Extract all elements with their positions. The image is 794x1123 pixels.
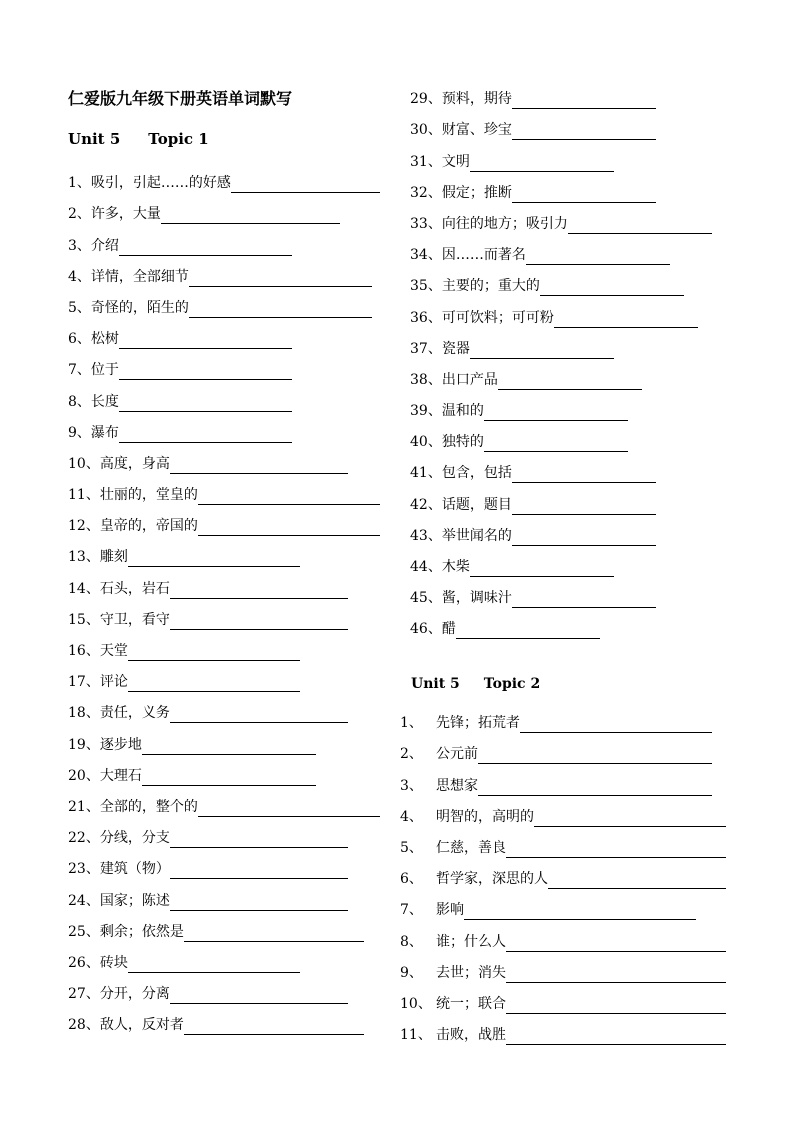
answer-blank[interactable]	[470, 155, 614, 172]
topic1-topic: Topic 1	[148, 130, 209, 148]
vocab-item	[400, 764, 726, 795]
answer-blank[interactable]	[512, 92, 656, 109]
answer-blank[interactable]	[506, 841, 726, 858]
item-number: 12、	[68, 518, 100, 535]
vocab-item	[68, 224, 380, 255]
item-number: 26、	[68, 954, 100, 971]
answer-blank[interactable]	[554, 311, 698, 328]
answer-blank[interactable]	[512, 186, 656, 203]
item-term: 影响	[436, 902, 464, 919]
item-term: 长度	[90, 393, 119, 410]
vocab-item	[410, 78, 712, 109]
vocab-item	[68, 380, 380, 411]
item-term: 可可饮料；可可粉	[441, 309, 554, 326]
answer-blank[interactable]	[198, 488, 380, 505]
item-number: 3、	[400, 777, 423, 794]
answer-blank[interactable]	[128, 644, 300, 661]
vocab-item	[410, 172, 712, 203]
vocab-item	[400, 702, 726, 733]
item-term: 公元前	[436, 746, 478, 763]
item-term: 仁慈，善良	[436, 839, 506, 856]
vocab-item	[410, 608, 712, 639]
vocab-item	[410, 390, 712, 421]
answer-blank[interactable]	[512, 466, 656, 483]
item-number: 4、	[68, 268, 91, 285]
vocab-item	[68, 692, 380, 723]
item-term: 击败，战胜	[436, 1027, 506, 1044]
vocab-item	[410, 296, 712, 327]
item-number: 11、	[400, 1027, 432, 1044]
item-term: 分开，分离	[99, 986, 170, 1003]
vocab-item	[68, 505, 380, 536]
item-term: 出口产品	[441, 371, 498, 388]
item-term: 温和的	[441, 403, 484, 420]
item-number: 11、	[68, 487, 100, 504]
answer-blank[interactable]	[512, 591, 656, 608]
item-term: 醋	[441, 621, 456, 638]
vocab-item	[400, 889, 726, 920]
answer-blank[interactable]	[520, 716, 712, 733]
item-number: 19、	[68, 736, 100, 753]
item-term: 预料，期待	[441, 91, 512, 108]
item-number: 5、	[68, 299, 91, 316]
item-number: 5、	[400, 839, 423, 856]
answer-blank[interactable]	[119, 332, 292, 349]
vocab-item	[410, 515, 712, 546]
answer-blank[interactable]	[184, 1018, 364, 1035]
item-number: 41、	[410, 465, 442, 482]
item-term: 因……而著名	[441, 247, 526, 264]
vocab-item	[410, 265, 712, 296]
item-term: 守卫，看守	[99, 611, 170, 628]
answer-blank[interactable]	[568, 217, 712, 234]
vocab-item	[68, 599, 380, 630]
answer-blank[interactable]	[456, 622, 600, 639]
answer-blank[interactable]	[198, 519, 380, 536]
vocab-item	[400, 733, 726, 764]
item-number: 45、	[410, 590, 442, 607]
answer-blank[interactable]	[128, 956, 300, 973]
item-term: 壮丽的，堂皇的	[99, 487, 198, 504]
item-number: 1、	[400, 715, 423, 732]
item-number: 6、	[68, 331, 91, 348]
vocab-item	[410, 421, 712, 452]
answer-blank[interactable]	[119, 426, 292, 443]
topic2-topic: Topic 2	[483, 676, 541, 692]
answer-blank[interactable]	[170, 706, 348, 723]
item-term: 奇怪的，陌生的	[90, 299, 189, 316]
item-term: 先锋；拓荒者	[436, 715, 520, 732]
topic1-list-left	[68, 162, 380, 1035]
answer-blank[interactable]	[478, 779, 712, 796]
item-term: 评论	[99, 674, 128, 691]
vocab-item	[410, 359, 712, 390]
item-term: 主要的；重大的	[441, 278, 540, 295]
item-number: 16、	[68, 643, 100, 659]
vocab-item	[400, 827, 726, 858]
answer-blank[interactable]	[506, 1028, 726, 1045]
vocab-item	[68, 536, 380, 567]
item-term: 明智的，高明的	[436, 808, 534, 825]
page-title: 仁爱版九年级下册英语单词默写	[68, 89, 293, 108]
vocab-item	[68, 911, 380, 942]
vocab-item	[410, 328, 712, 359]
answer-blank[interactable]	[484, 404, 628, 421]
vocab-item	[68, 661, 380, 692]
vocab-item	[68, 256, 380, 287]
answer-blank[interactable]	[534, 810, 726, 827]
answer-blank[interactable]	[170, 894, 348, 911]
item-term: 向往的地方；吸引力	[441, 215, 568, 232]
vocab-item	[68, 942, 380, 973]
answer-blank[interactable]	[231, 176, 380, 193]
vocab-item	[410, 546, 712, 577]
answer-blank[interactable]	[128, 675, 300, 692]
topic1-heading	[68, 130, 209, 148]
answer-blank[interactable]	[119, 363, 292, 380]
item-number: 32、	[410, 184, 442, 201]
vocab-item	[68, 817, 380, 848]
item-term: 大理石	[99, 767, 142, 784]
item-term: 敌人，反对者	[99, 1017, 184, 1034]
answer-blank[interactable]	[506, 997, 726, 1014]
answer-blank[interactable]	[189, 301, 372, 318]
answer-blank[interactable]	[119, 239, 292, 256]
item-term: 石头，岩石	[99, 580, 170, 597]
item-term: 思想家	[436, 777, 478, 794]
vocab-item	[68, 193, 380, 224]
item-term: 木柴	[441, 559, 470, 575]
item-term: 包含，包括	[441, 465, 512, 482]
answer-blank[interactable]	[512, 529, 656, 546]
answer-blank[interactable]	[189, 270, 372, 287]
item-term: 吸引，引起……的好感	[90, 175, 231, 192]
vocab-item	[410, 203, 712, 234]
vocab-item	[400, 952, 726, 983]
vocab-item	[400, 858, 726, 889]
item-term: 全部的，整个的	[99, 798, 198, 815]
vocab-item	[68, 848, 380, 879]
answer-blank[interactable]	[484, 435, 628, 452]
vocab-item	[68, 412, 380, 443]
topic2-heading	[411, 676, 540, 692]
vocab-item	[68, 786, 380, 817]
answer-blank[interactable]	[506, 935, 726, 952]
item-term: 建筑（物）	[99, 861, 170, 878]
item-term: 分线，分支	[99, 830, 170, 847]
item-term: 文明	[441, 153, 470, 170]
item-number: 4、	[400, 808, 423, 825]
answer-blank[interactable]	[548, 872, 726, 889]
item-term: 皇帝的，帝国的	[99, 518, 198, 535]
item-number: 31、	[410, 153, 442, 170]
vocab-item	[68, 973, 380, 1004]
item-number: 9、	[400, 964, 423, 981]
answer-blank[interactable]	[498, 373, 642, 390]
answer-blank[interactable]	[142, 738, 316, 755]
item-term: 假定；推断	[441, 184, 512, 201]
item-number: 23、	[68, 861, 100, 878]
item-term: 财富、珍宝	[441, 122, 512, 139]
vocab-item	[68, 162, 380, 193]
answer-blank[interactable]	[119, 395, 292, 412]
item-number: 2、	[68, 206, 91, 223]
item-number: 42、	[410, 496, 442, 513]
item-number: 30、	[410, 122, 442, 139]
item-term: 统一；联合	[436, 995, 506, 1012]
item-number: 9、	[68, 424, 91, 441]
answer-blank[interactable]	[170, 582, 348, 599]
item-number: 15、	[68, 611, 100, 628]
item-term: 责任，义务	[99, 705, 170, 722]
vocab-item	[410, 452, 712, 483]
item-number: 8、	[68, 393, 91, 410]
answer-blank[interactable]	[170, 457, 348, 474]
answer-blank[interactable]	[161, 207, 340, 224]
item-number: 37、	[410, 340, 442, 357]
topic1-list-right	[410, 78, 712, 639]
vocab-item	[68, 349, 380, 380]
item-number: 29、	[410, 91, 442, 108]
vocab-item	[68, 318, 380, 349]
item-number: 28、	[68, 1017, 100, 1034]
item-number: 22、	[68, 830, 100, 847]
item-number: 10、	[400, 995, 432, 1012]
item-term: 瓷器	[441, 340, 470, 357]
vocab-item	[68, 567, 380, 598]
item-number: 13、	[68, 549, 100, 566]
item-number: 21、	[68, 798, 100, 815]
vocab-item	[400, 796, 726, 827]
item-number: 7、	[68, 362, 91, 379]
item-number: 46、	[410, 621, 442, 638]
item-term: 话题，题目	[441, 496, 512, 513]
item-number: 43、	[410, 527, 442, 544]
answer-blank[interactable]	[478, 747, 712, 764]
item-number: 38、	[410, 371, 442, 388]
answer-blank[interactable]	[526, 248, 670, 265]
item-number: 2、	[400, 746, 423, 763]
item-number: 18、	[68, 705, 100, 722]
item-term: 介绍	[90, 237, 119, 254]
vocab-item	[400, 983, 726, 1014]
item-term: 位于	[90, 362, 119, 379]
item-term: 松树	[90, 331, 119, 348]
item-term: 砖块	[99, 954, 128, 971]
answer-blank[interactable]	[170, 831, 348, 848]
item-number: 27、	[68, 986, 100, 1003]
answer-blank[interactable]	[512, 123, 656, 140]
vocab-item	[410, 140, 712, 171]
vocab-item	[68, 287, 380, 318]
item-number: 39、	[410, 403, 442, 420]
item-number: 35、	[410, 278, 442, 295]
item-number: 34、	[410, 247, 442, 264]
item-term: 高度，身高	[99, 455, 170, 472]
answer-blank[interactable]	[198, 800, 380, 817]
item-term: 去世；消失	[436, 964, 506, 981]
vocab-item	[68, 630, 380, 661]
answer-blank[interactable]	[170, 987, 348, 1004]
topic2-unit: Unit 5	[411, 676, 460, 692]
vocab-item	[410, 577, 712, 608]
vocab-item	[400, 1014, 726, 1045]
item-term: 酱，调味汁	[441, 590, 512, 607]
item-term: 举世闻名的	[441, 527, 512, 544]
item-term: 哲学家，深思的人	[436, 871, 548, 888]
item-number: 3、	[68, 237, 91, 254]
item-number: 25、	[68, 923, 100, 940]
answer-blank[interactable]	[170, 862, 348, 879]
vocab-item	[400, 920, 726, 951]
item-term: 独特的	[441, 434, 484, 451]
answer-blank[interactable]	[464, 903, 696, 920]
item-term: 瀑布	[90, 424, 119, 441]
vocab-item	[410, 234, 712, 265]
item-number: 6、	[400, 871, 423, 888]
topic2-list	[400, 702, 726, 1045]
vocab-item	[410, 109, 712, 140]
item-number: 33、	[410, 215, 442, 232]
vocab-item	[68, 443, 380, 474]
item-term: 谁；什么人	[436, 933, 506, 950]
answer-blank[interactable]	[540, 279, 684, 296]
item-number: 20、	[68, 767, 100, 784]
item-term: 逐步地	[99, 736, 142, 753]
answer-blank[interactable]	[470, 560, 614, 577]
item-number: 17、	[68, 674, 100, 691]
item-term: 许多，大量	[90, 206, 161, 223]
item-term: 天堂	[99, 643, 128, 659]
answer-blank[interactable]	[170, 613, 348, 630]
vocab-item	[68, 755, 380, 786]
vocab-item	[68, 879, 380, 910]
answer-blank[interactable]	[142, 769, 316, 786]
item-number: 1、	[68, 175, 91, 192]
vocab-item	[68, 1004, 380, 1035]
item-number: 36、	[410, 309, 442, 326]
item-term: 剩余；依然是	[99, 923, 184, 940]
item-number: 40、	[410, 434, 442, 451]
topic1-unit: Unit 5	[68, 130, 121, 148]
item-number: 7、	[400, 902, 423, 919]
vocab-item	[68, 474, 380, 505]
item-term: 雕刻	[99, 549, 128, 566]
answer-blank[interactable]	[506, 966, 726, 983]
item-number: 14、	[68, 580, 100, 597]
item-number: 44、	[410, 559, 442, 575]
item-number: 10、	[68, 455, 100, 472]
answer-blank[interactable]	[184, 925, 364, 942]
item-term: 国家；陈述	[99, 892, 170, 909]
answer-blank[interactable]	[512, 498, 656, 515]
item-term: 详情，全部细节	[90, 268, 189, 285]
vocab-item	[410, 483, 712, 514]
item-number: 24、	[68, 892, 100, 909]
answer-blank[interactable]	[128, 550, 300, 567]
answer-blank[interactable]	[470, 342, 614, 359]
item-number: 8、	[400, 933, 423, 950]
vocab-item	[68, 723, 380, 754]
